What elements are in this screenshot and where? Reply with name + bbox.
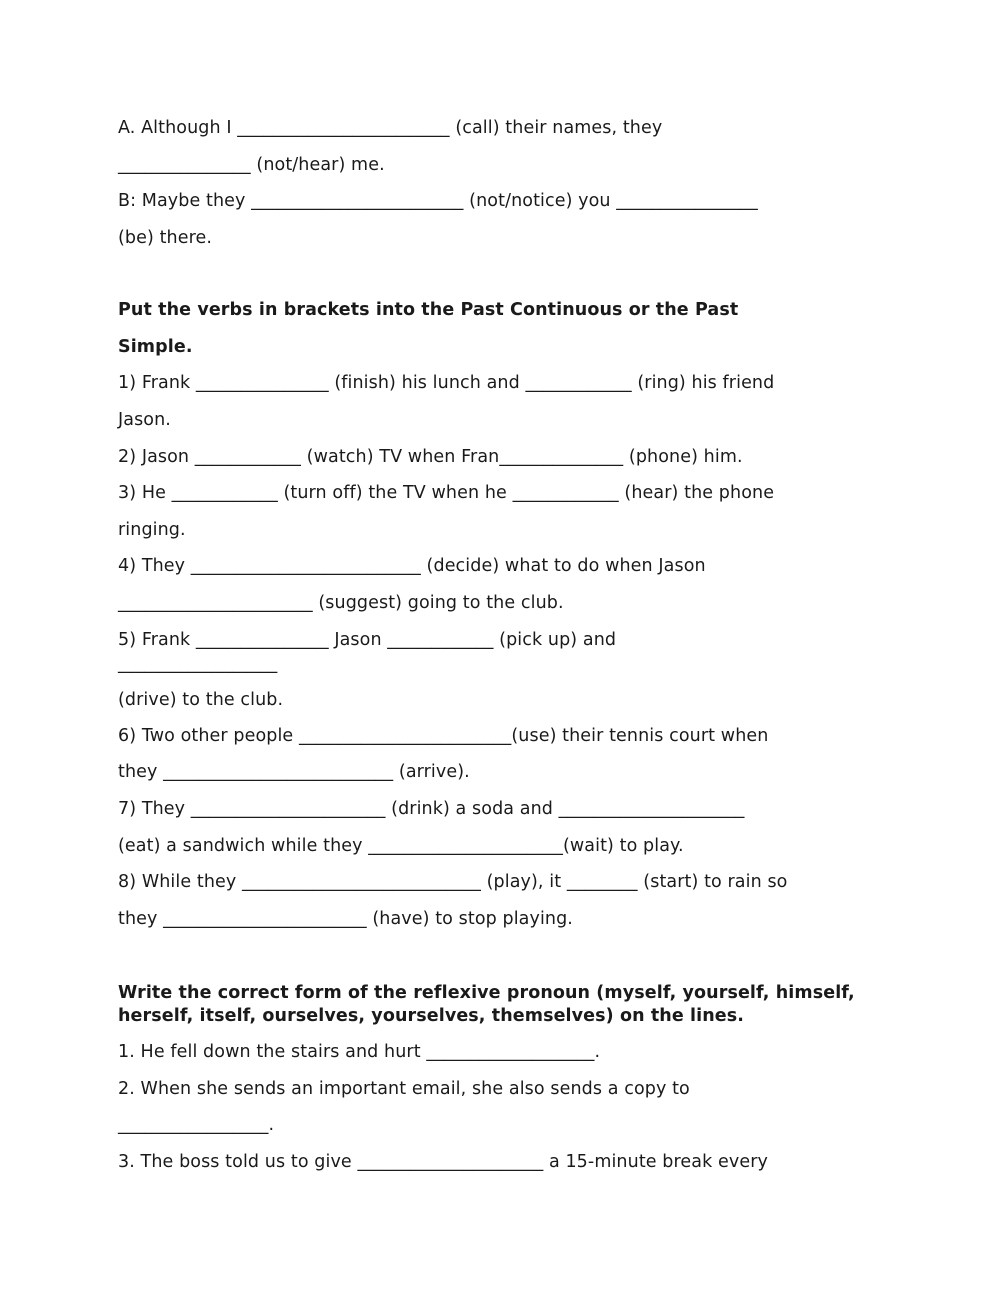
exercise-line: 8) While they ___________________________ (play), it ________ (start) to rain so	[118, 872, 788, 892]
section-heading: Simple.	[118, 337, 193, 357]
exercise-line: 7) They ______________________ (drink) a soda and _____________________	[118, 799, 745, 819]
exercise-line: 2) Jason ____________ (watch) TV when Fran______________ (phone) him.	[118, 447, 743, 467]
exercise-line: ringing.	[118, 520, 186, 540]
exercise-line: 6) Two other people ________________________(use) their tennis court when	[118, 726, 769, 746]
exercise-line: __________________	[118, 654, 278, 674]
exercise-line: (drive) to the club.	[118, 690, 284, 710]
exercise-line: 3) He ____________ (turn off) the TV when he ____________ (hear) the phone	[118, 483, 775, 503]
exercise-line: B: Maybe they ________________________ (not/notice) you ________________	[118, 191, 758, 211]
exercise-line: they __________________________ (arrive).	[118, 762, 470, 782]
section-heading: Put the verbs in brackets into the Past Continuous or the Past	[118, 300, 739, 320]
exercise-line: _______________ (not/hear) me.	[118, 155, 385, 175]
exercise-line: Jason.	[118, 410, 171, 430]
section-heading: herself, itself, ourselves, yourselves, themselves) on the lines.	[118, 1006, 744, 1026]
exercise-line: 1. He fell down the stairs and hurt ___________________.	[118, 1042, 601, 1062]
exercise-line: 2. When she sends an important email, she also sends a copy to	[118, 1079, 690, 1099]
exercise-line: 1) Frank _______________ (finish) his lunch and ____________ (ring) his friend	[118, 373, 775, 393]
exercise-line: A. Although I ________________________ (call) their names, they	[118, 118, 663, 138]
exercise-line: 5) Frank _______________ Jason ____________ (pick up) and	[118, 630, 617, 650]
exercise-line: 4) They __________________________ (decide) what to do when Jason	[118, 556, 706, 576]
exercise-line: ______________________ (suggest) going to the club.	[118, 593, 564, 613]
exercise-line: they _______________________ (have) to stop playing.	[118, 909, 573, 929]
exercise-line: (be) there.	[118, 228, 213, 248]
exercise-line: (eat) a sandwich while they ______________________(wait) to play.	[118, 836, 684, 856]
section-heading: Write the correct form of the reflexive pronoun (myself, yourself, himself,	[118, 983, 855, 1003]
exercise-line: 3. The boss told us to give _____________________ a 15-minute break every	[118, 1152, 768, 1172]
exercise-line: _________________.	[118, 1115, 275, 1135]
